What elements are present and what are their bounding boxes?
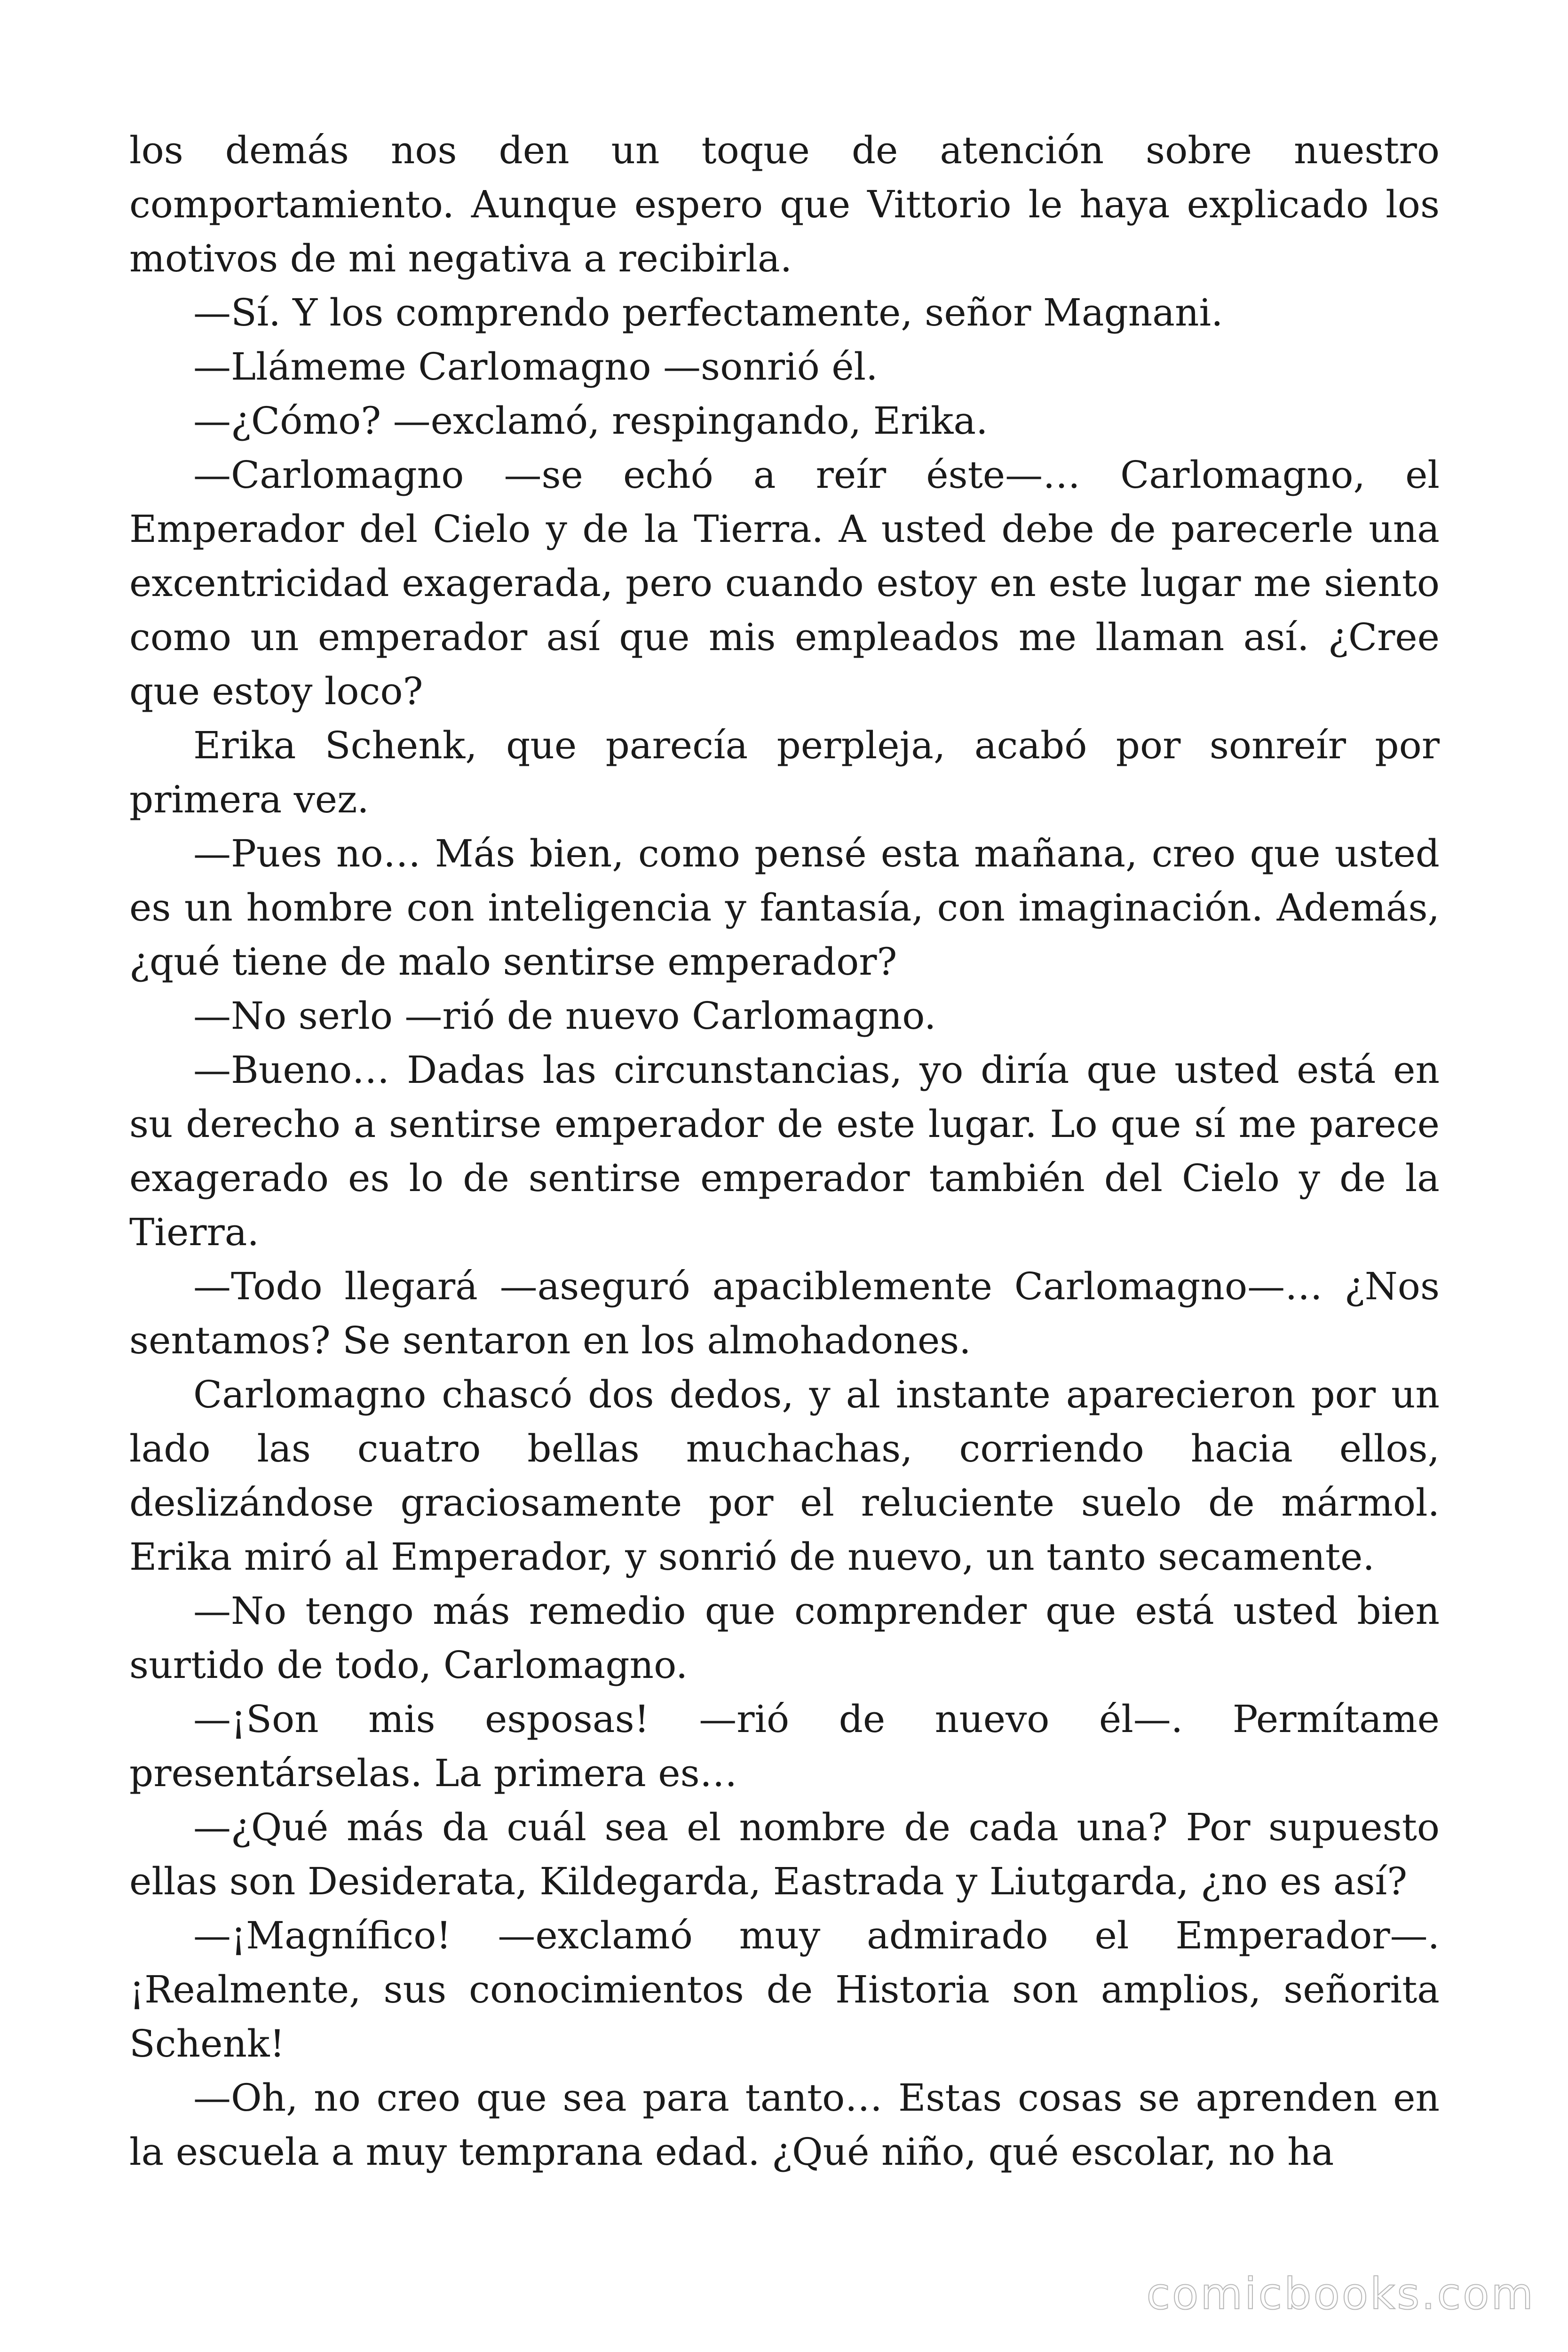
paragraph: —¡Magnífico! —exclamó muy admirado el Emperador—. ¡Realmente, sus conocimientos de Historia son amplios, señorita Schenk! xyxy=(129,1914,1440,2066)
paragraph: —¿Cómo? —exclamó, respingando, Erika. xyxy=(193,399,988,443)
paragraph: los demás nos den un toque de atención sobre nuestro comportamiento. Aunque espero que Vittorio le haya explicado los motivos de mi negativa a recibirla. xyxy=(129,128,1440,280)
body-text xyxy=(129,123,1440,2179)
paragraph: —No tengo más remedio que comprender que está usted bien surtido de todo, Carlomagno. xyxy=(129,1589,1440,1687)
paragraph: Erika Schenk, que parecía perpleja, acabó por sonreír por primera vez. xyxy=(129,723,1440,821)
paragraph: Carlomagno chascó dos dedos, y al instante aparecieron por un lado las cuatro bellas muchachas, corriendo hacia ellos, deslizándose graciosamente por el reluciente suelo de mármol. Erika miró al Emperador, y sonrió de nuevo, un tanto secamente. xyxy=(129,1373,1440,1579)
paragraph: —¿Qué más da cuál sea el nombre de cada una? Por supuesto ellas son Desiderata, Kildegarda, Eastrada y Liutgarda, ¿no es así? xyxy=(129,1805,1440,1903)
paragraph: —Pues no… Más bien, como pensé esta mañana, creo que usted es un hombre con inteligencia y fantasía, con imaginación. Además, ¿qué tiene de malo sentirse emperador? xyxy=(129,832,1440,984)
paragraph: —Carlomagno —se echó a reír éste—… Carlomagno, el Emperador del Cielo y de la Tierra. A usted debe de parecerle una excentricidad exagerada, pero cuando estoy en este lugar me siento como un emperador así que mis empleados me llaman así. ¿Cree que estoy loco? xyxy=(129,453,1440,713)
paragraph: —Todo llegará —aseguró apaciblemente Carlomagno—… ¿Nos sentamos? Se sentaron en los almohadones. xyxy=(129,1264,1440,1362)
paragraph: —Oh, no creo que sea para tanto… Estas cosas se aprenden en la escuela a muy temprana edad. ¿Qué niño, qué escolar, no ha xyxy=(129,2076,1440,2174)
paragraph: —Llámeme Carlomagno —sonrió él. xyxy=(193,345,878,389)
paragraph: —¡Son mis esposas! —rió de nuevo él—. Permítame presentárselas. La primera es… xyxy=(129,1697,1440,1795)
watermark: comicbooks.com xyxy=(1146,2269,1535,2319)
paragraph: —No serlo —rió de nuevo Carlomagno. xyxy=(193,994,936,1038)
paragraph: —Bueno… Dadas las circunstancias, yo diría que usted está en su derecho a sentirse emperador de este lugar. Lo que sí me parece exagerado es lo de sentirse emperador también del Cielo y de la Tierra. xyxy=(129,1048,1440,1254)
paragraph: —Sí. Y los comprendo perfectamente, señor Magnani. xyxy=(193,291,1223,334)
